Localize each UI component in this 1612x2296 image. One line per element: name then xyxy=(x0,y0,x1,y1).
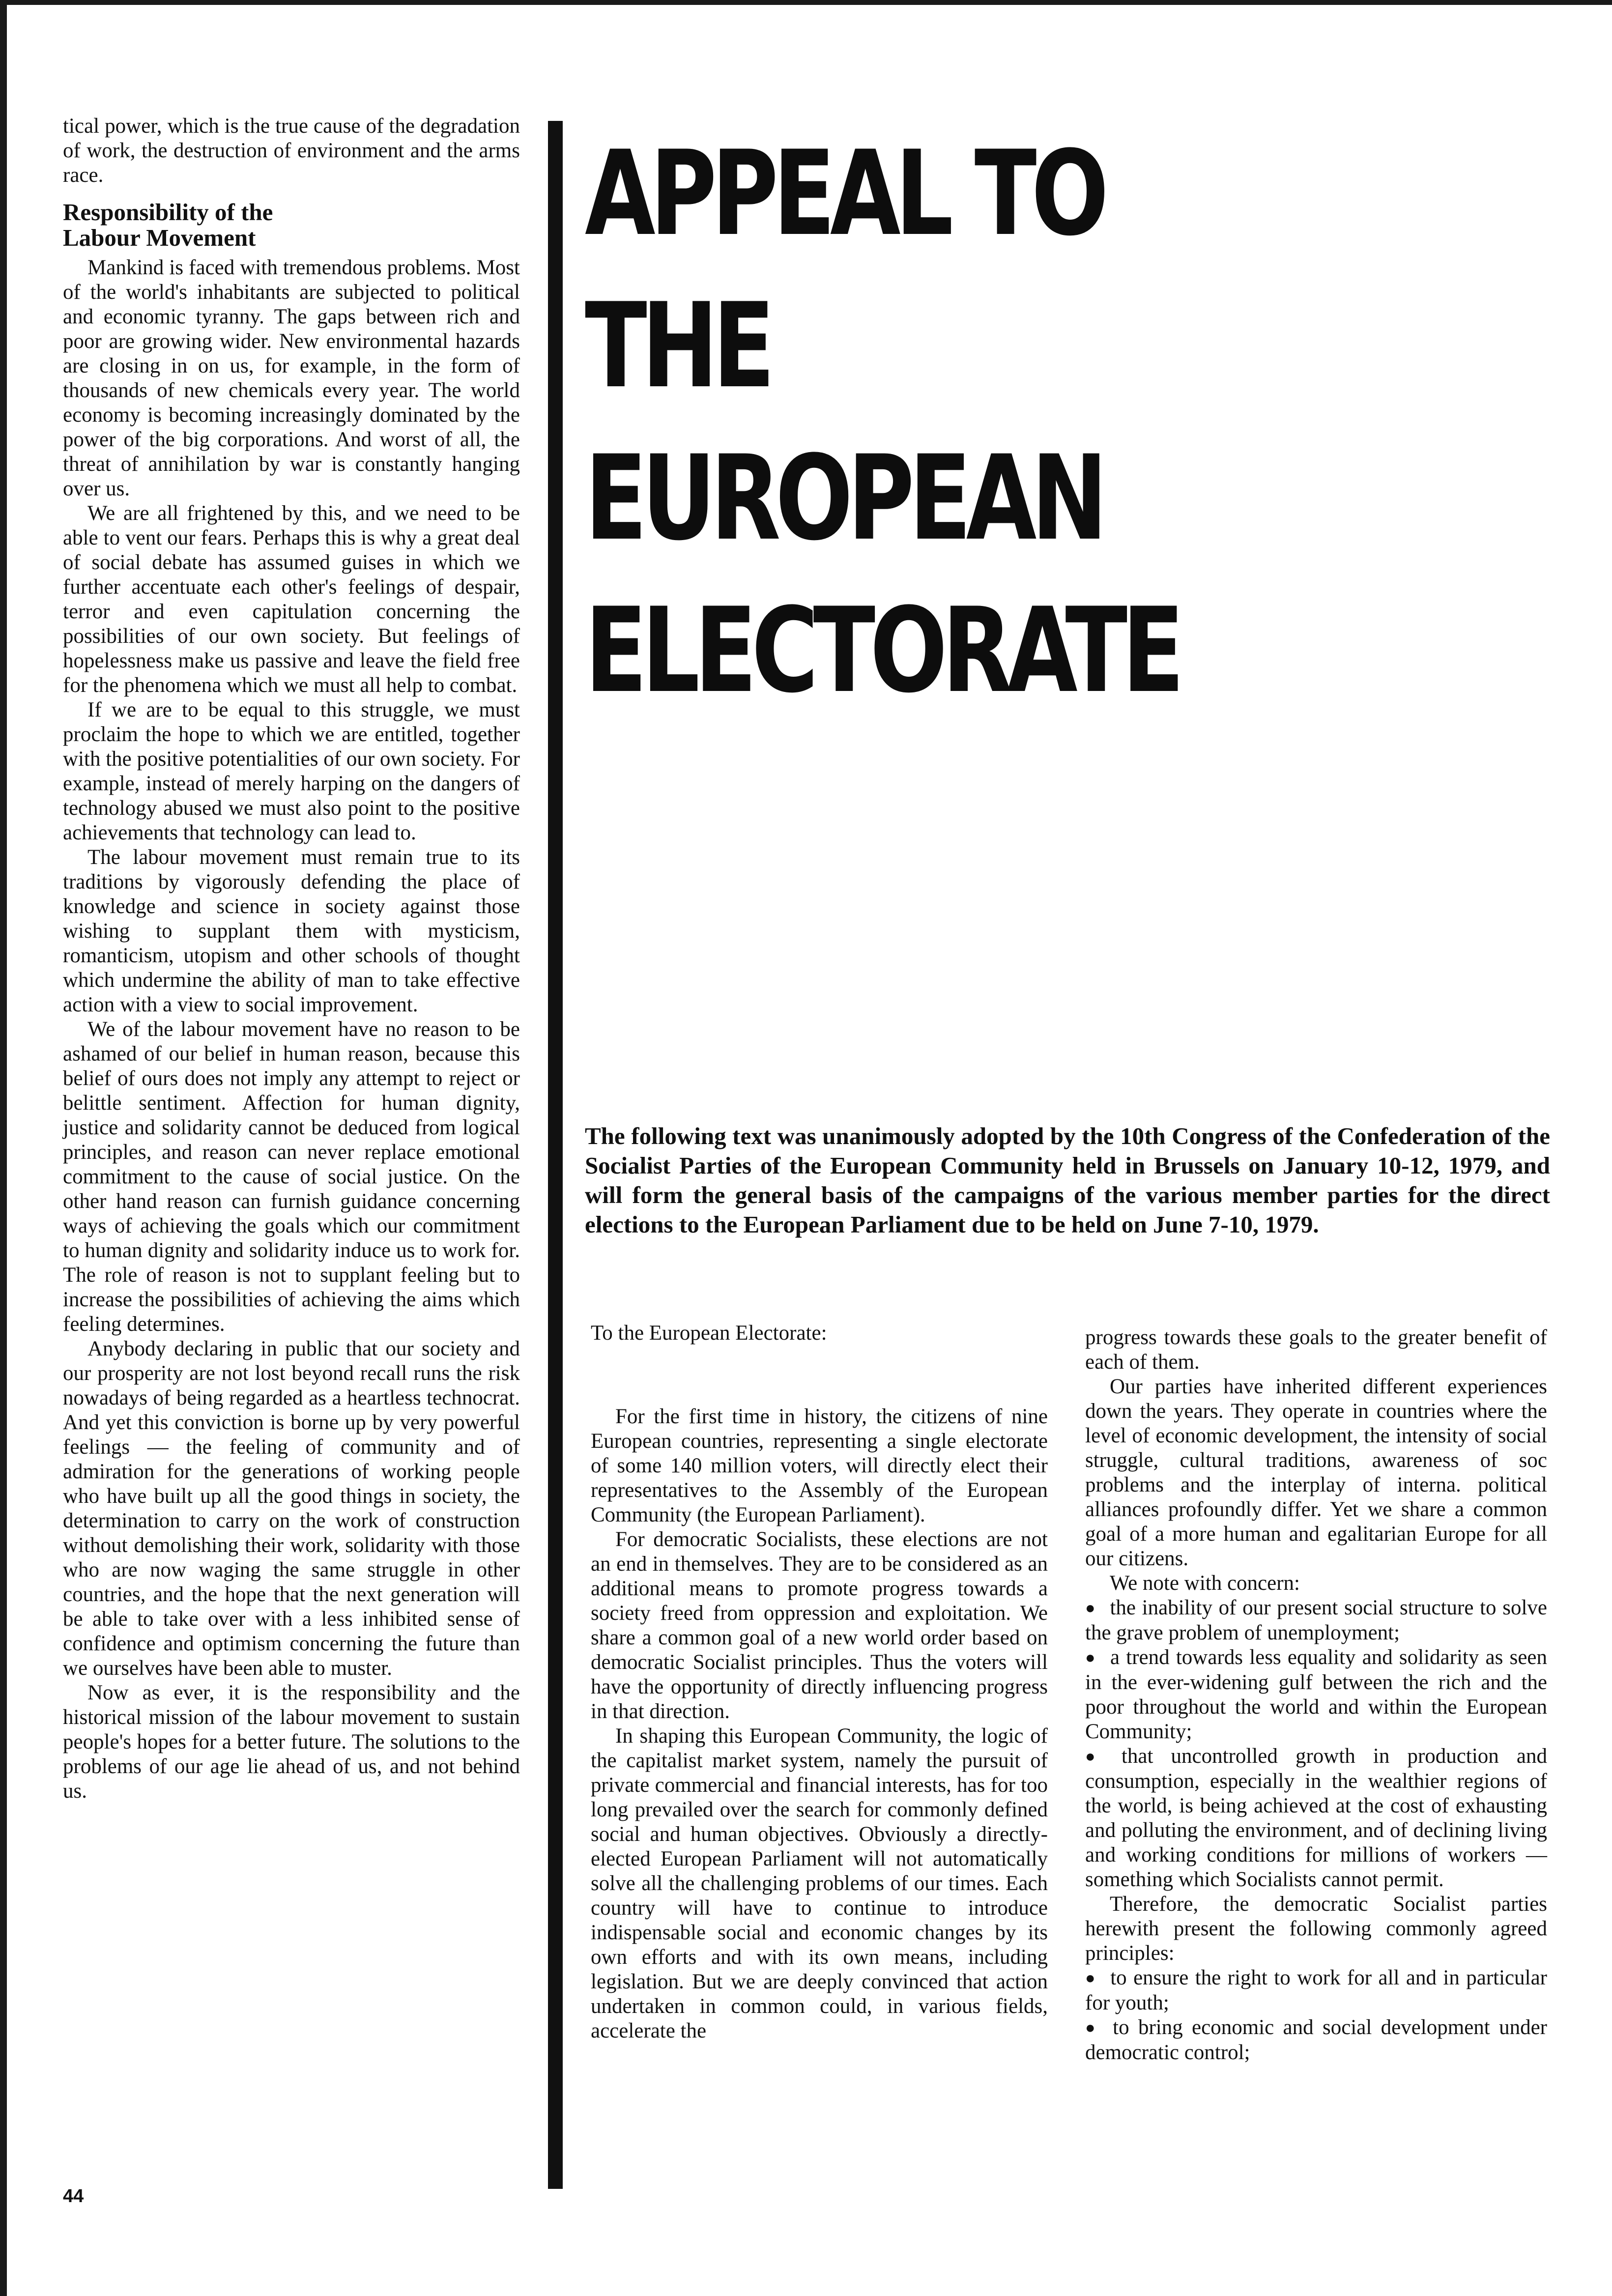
paragraph: Our parties have inherited different experiences down the years. They operate in countries where the level of economic development, the intensity of social struggle, cultural traditions, awareness of soc problems and the interplay of interna. political alliances profoundly differ. Yet we share a common goal of a more human and egalitarian Europe for all our citizens. xyxy=(1085,1375,1547,1570)
page-headline xyxy=(585,118,1313,727)
top-border-rule xyxy=(0,0,1612,5)
vertical-divider-bar xyxy=(548,121,563,2189)
paragraph: Mankind is faced with tremendous problems. Most of the world's inhabitants are subjected to political and economic tyranny. The gaps between rich and poor are growing wider. New environmental hazards are closing in on us, for example, in the form of thousands of new chemicals every year. The world economy is becoming increasingly dominated by the power of the big corporations. And worst of all, the threat of annihilation by war is constantly hanging over us. xyxy=(63,256,520,500)
headline-line: APPEAL TO THE xyxy=(585,126,1104,414)
page-number: 44 xyxy=(63,2186,84,2207)
paragraph: If we are to be equal to this struggle, we must proclaim the hope to which we are entitled, together with the positive potentialities of our own society. For example, instead of merely harping on the dangers of technology abused we must also point to the positive achievements that technology can lead to. xyxy=(63,698,520,844)
bullet-item: ● a trend towards less equality and solidarity as seen in the ever-widening gulf between the rich and the poor throughout the world and within the European Community; xyxy=(1085,1645,1547,1744)
salutation: To the European Electorate: xyxy=(591,1321,827,1345)
paragraph: tical power, which is the true cause of the degradation of work, the destruction of environment and the arms race. xyxy=(63,115,520,187)
bullet-item: ● to bring economic and social development under democratic control; xyxy=(1085,2015,1547,2065)
right-column xyxy=(1085,1325,1547,2065)
paragraph: For democratic Socialists, these elections are not an end in themselves. They are to be considered as an additional means to promote progress towards a society freed from oppression and exploitation. We share a common goal of a new world order based on democratic Socialist principles. Thus the voters will have the opportunity of directly influencing progress in that direction. xyxy=(591,1528,1048,1723)
paragraph: The labour movement must remain true to its traditions by vigorously defending the place of knowledge and science in society against those wishing to supplant them with mysticism, romanticism, utopism and other schools of thought which undermine the ability of man to take effective action with a view to social improvement. xyxy=(63,846,520,1016)
paragraph: We note with concern: xyxy=(1110,1572,1300,1595)
bullet-item: ● that uncontrolled growth in production and consumption, especially in the wealthier regions of the world, is being achieved at the cost of exhausting and polluting the environment, and of declining living and working conditions for millions of workers — something which Socialists cannot permit. xyxy=(1085,1744,1547,1892)
paragraph: We of the labour movement have no reason to be ashamed of our belief in human reason, because this belief of ours does not imply any attempt to reject or belittle sentiment. Affection for human dignity, justice and solidarity cannot be deduced from logical principles, and reason can never replace emotional commitment to the cause of social justice. On the other hand reason can furnish guidance concerning ways of achieving the goals which our commitment to human dignity and solidarity induce us to work for. The role of reason is not to supplant feeling but to increase the possibilities of achieving the aims which feeling determines. xyxy=(63,1018,520,1336)
paragraph: In shaping this European Community, the logic of the capitalist market system, namely the pursuit of private commercial and financial interests, has for too long prevailed over the search for commonly defined social and human objectives. Obviously a directly-elected European Parliament will not automatically solve all the challenging problems of our times. Each country will have to continue to introduce indispensable social and economic changes by its own efforts and with its own means, including legislation. But we are deeply convinced that action undertaken in common could, in various fields, accelerate the xyxy=(591,1724,1048,2042)
headline-line: ELECTORATE xyxy=(585,583,1180,719)
section-heading: Responsibility of the Labour Movement xyxy=(63,199,273,251)
bullet-item: ● the inability of our present social structure to solve the grave problem of unemployment; xyxy=(1085,1596,1547,1645)
paragraph: Anybody declaring in public that our society and our prosperity are not lost beyond recall runs the risk nowadays of being regarded as a heartless technocrat. And yet this conviction is borne up by very powerful feelings — the feeling of community and of admiration for the generations of working people who have built up all the good things in society, the determination to carry on the work of construction without demolishing their work, solidarity with those who are now waging the same struggle in other countries, and the hope that the next generation will be able to take over with a less inhibited sense of confidence and optimism concerning the future than we ourselves have been able to muster. xyxy=(63,1337,520,1680)
left-column xyxy=(63,114,520,1804)
paragraph: For the first time in history, the citizens of nine European countries, representing a single electorate of some 140 million voters, will directly elect their representatives to the Assembly of the European Community (the European Parliament). xyxy=(591,1405,1048,1526)
paragraph: Now as ever, it is the responsibility and the historical mission of the labour movement to sustain people's hopes for a better future. The solutions to the problems of our age lie ahead of us, and not behind us. xyxy=(63,1681,520,1803)
intro-standfirst: The following text was unanimously adopted by the 10th Congress of the Confederation of the Socialist Parties of the European Community held in Brussels on January 10-12, 1979, and will form the general basis of the campaigns of the various member parties for the direct elections to the European Parliament due to be held on June 7-10, 1979. xyxy=(585,1122,1550,1238)
paragraph: progress towards these goals to the greater benefit of each of them. xyxy=(1085,1326,1547,1374)
bullet-item: ● to ensure the right to work for all and in particular for youth; xyxy=(1085,1966,1547,2015)
paragraph: We are all frightened by this, and we need to be able to vent our fears. Perhaps this is why a great deal of social debate has assumed guises in which we further accentuate each other's feelings of despair, terror and even capitulation concerning the possibilities of our own society. But feelings of hopelessness make us passive and leave the field free for the phenomena which we must all help to combat. xyxy=(63,502,520,697)
headline-line: EUROPEAN xyxy=(585,430,1102,567)
left-border-rule xyxy=(0,0,7,2296)
paragraph: Therefore, the democratic Socialist parties herewith present the following commonly agreed principles: xyxy=(1085,1893,1547,1965)
middle-column xyxy=(591,1321,1048,2043)
